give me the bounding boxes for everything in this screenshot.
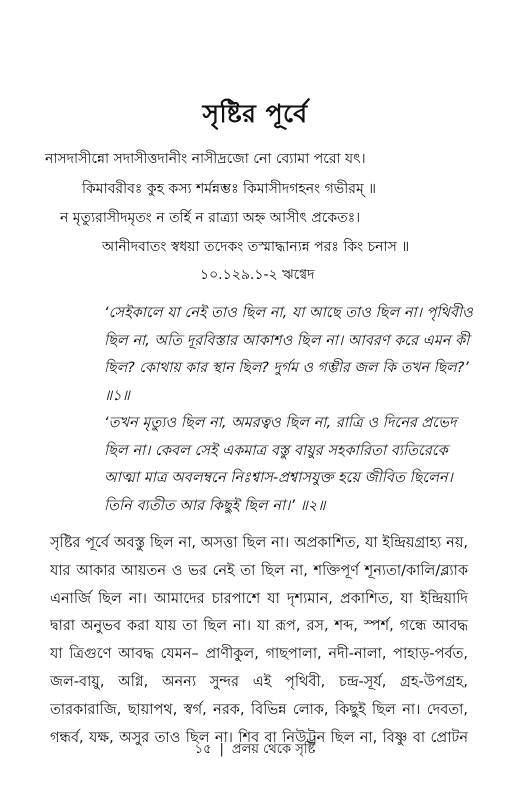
verse-citation: ১০.১২৯.১-২ ঋগ্বেদ	[200, 267, 315, 283]
translation-line-3: ছিল? কোথায় কার স্থান ছিল? দুর্গম ও গম্ভীর জল কি তখন ছিল?’	[104, 360, 469, 376]
body-line-8: গন্ধর্ব, যক্ষ, অসুর তাও ছিল না। শিব বা নিউট্রন ছিল না, বিষ্ণু বা প্রোটন	[50, 729, 468, 746]
body-line-1: সৃষ্টির পূর্বে অবস্তু ছিল না, অসত্তা ছিল না। অপ্রকাশিত, যা ইন্দ্রিয়গ্রাহ্য নয়,	[50, 535, 468, 551]
translation-line-8: তিনি ব্যতীত আর কিছুই ছিল না।’ ॥২॥	[104, 497, 326, 514]
verse-line-4: আনীদবাতং স্বধয়া তদেকং তস্মাদ্ধান্যন্ন পরঃ কিং চনাস ॥	[102, 239, 410, 255]
body-paragraph	[50, 530, 468, 752]
translation-line-6: ছিল না। কেবল সেই একমাত্র বস্তু বায়ুর সহকারিতা ব্যতিরেকে	[104, 442, 448, 459]
translation-line-2: ছিল না, অতি দূরবিস্তার আকাশও ছিল না। আবরণ করে এমন কী	[104, 332, 470, 349]
page-number: ১৫	[194, 742, 212, 757]
translation-block	[104, 300, 474, 520]
running-book-title: প্রলয় থেকে সৃষ্টি	[231, 742, 316, 757]
body-line-3: এনার্জি ছিল না। আমাদের চারপাশে যা দৃশ্যমান, প্রকাশিত, যা ইন্দ্রিয়াদি	[50, 590, 468, 607]
body-line-5: যা ত্রিগুণে আবদ্ধ যেমন– প্রাণীকুল, গাছপালা, নদী-নালা, পাহাড়-পর্বত,	[50, 646, 468, 663]
translation-line-4: ॥১॥	[104, 387, 130, 404]
verse-line-1: নাসদাসীন্নো সদাসীত্তদানীং নাসীদ্রজো নো ব্যোমা পরো যৎ।	[45, 151, 366, 167]
body-line-6: জল-বায়ু, অগ্নি, অনন্য সুন্দর এই পৃথিবী, চন্দ্র-সূর্য, গ্রহ-উপগ্রহ,	[50, 673, 468, 690]
body-line-4: দ্বারা অনুভব করা যায় তা ছিল না। যা রূপ, রস, শব্দ, স্পর্শ, গন্ধে আবদ্ধ	[50, 618, 468, 635]
verse-line-3: ন মৃত্যুরাসীদমৃতং ন তর্হি ন রাত্র্যা অহ্ন আসীৎ প্রকেতঃ।	[60, 210, 361, 226]
translation-line-5: ‘তখন মৃত্যুও ছিল না, অমরত্বও ছিল না, রাত্রি ও দিনের প্রভেদ	[104, 415, 457, 431]
chapter-title: সৃষ্টির পূর্বে	[202, 99, 308, 128]
page-footer	[0, 740, 510, 761]
body-line-2: যার আকার আয়তন ও ভর নেই তা ছিল না, শক্তিপূর্ণ শূন্যতা/কালি/ব্ল্যাক	[50, 562, 468, 579]
translation-line-7: আত্মা মাত্র অবলম্বনে নিঃশ্বাস-প্রশ্বাসযুক্ত হয়ে জীবিত ছিলেন।	[104, 470, 453, 486]
footer-separator: |	[219, 742, 224, 757]
verse-line-2: কিমাবরীবঃ কুহ কস্য শর্মন্নম্ভঃ কিমাসীদগহনং গভীরম্ ॥	[82, 181, 377, 197]
body-line-7: তারকারাজি, ছায়াপথ, স্বর্গ, নরক, বিভিন্ন লোক, কিছুই ছিল না। দেবতা,	[50, 701, 468, 718]
translation-line-1: ‘সেইকালে যা নেই তাও ছিল না, যা আছে তাও ছিল না। পৃথিবীও	[104, 305, 473, 321]
